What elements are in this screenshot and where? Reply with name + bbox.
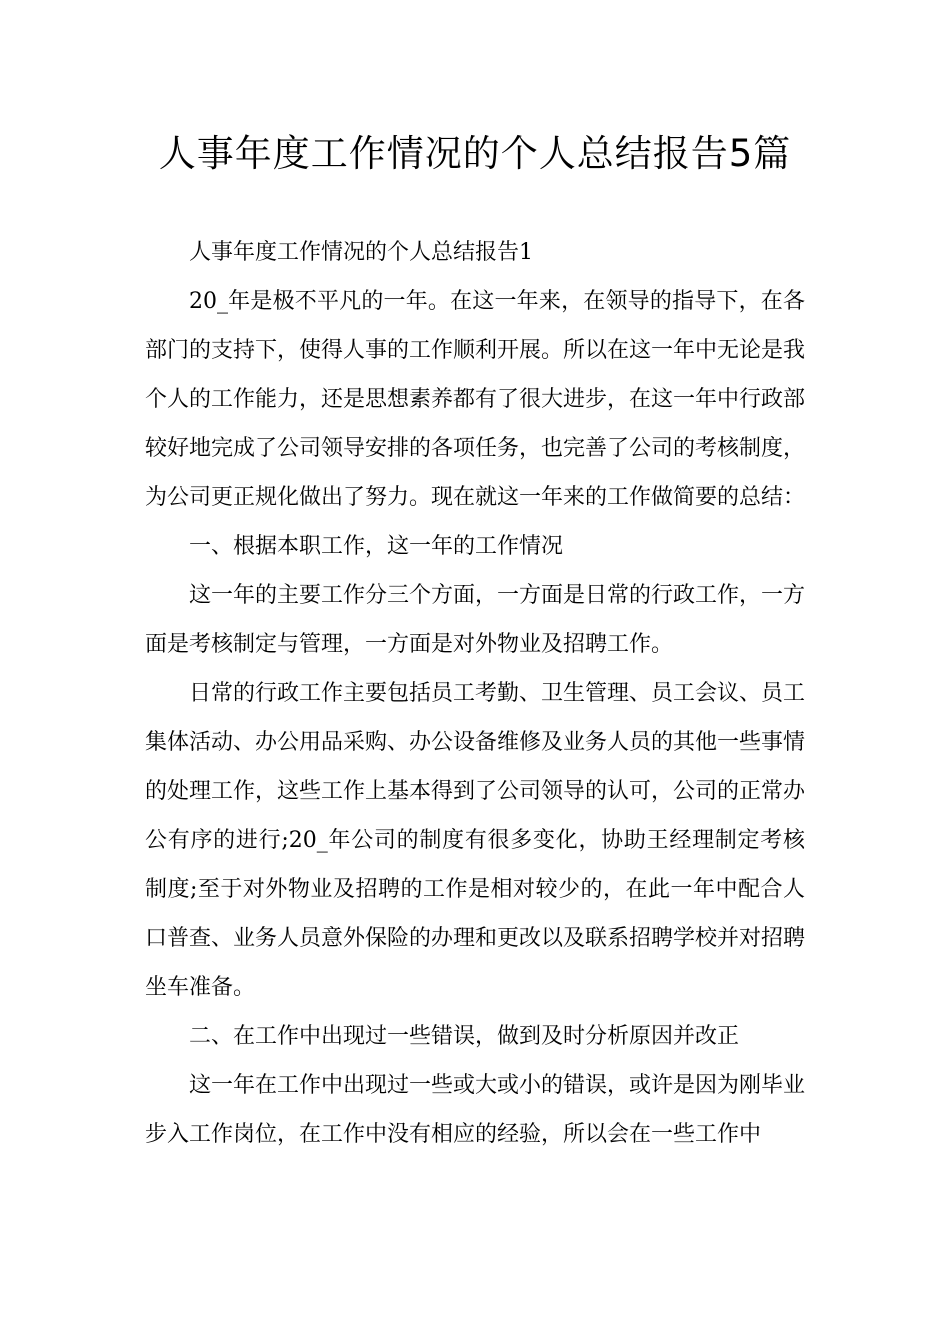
section-heading-1: 一、根据本职工作，这一年的工作情况 [189, 534, 564, 559]
section-heading-2: 二、在工作中出现过一些错误，做到及时分析原因并改正 [189, 1024, 740, 1049]
report-subtitle: 人事年度工作情况的个人总结报告1 [189, 240, 533, 265]
paragraph-intro: 20_年是极不平凡的一年。在这一年来，在领导的指导下，在各部门的支持下，使得人事的工作顺利开展。所以在这一年中无论是我个人的工作能力，还是思想素养都有了很大进步，在这一年中行政部较好地完成了公司领导安排的各项任务，也完善了公司的考核制度，为公司更正规化做出了努力。现在就这一年来的工作做简要的总结： [145, 289, 806, 510]
paragraph-admin-work: 日常的行政工作主要包括员工考勤、卫生管理、员工会议、员工集体活动、办公用品采购、办公设备维修及业务人员的其他一些事情的处理工作，这些工作上基本得到了公司领导的认可，公司的正常办公有序的进行;20_年公司的制度有很多变化，协助王经理制定考核制度;至于对外物业及招聘的工作是相对较少的，在此一年中配合人口普查、业务人员意外保险的办理和更改以及联系招聘学校并对招聘坐车准备。 [145, 681, 806, 1000]
document-title: 人事年度工作情况的个人总结报告5篇 [158, 132, 792, 175]
paragraph-main-work: 这一年的主要工作分三个方面，一方面是日常的行政工作，一方面是考核制定与管理，一方面是对外物业及招聘工作。 [145, 583, 806, 657]
document-body [145, 228, 805, 1159]
paragraph-mistakes: 这一年在工作中出现过一些或大或小的错误，或许是因为刚毕业步入工作岗位，在工作中没有相应的经验，所以会在一些工作中 [145, 1073, 806, 1147]
